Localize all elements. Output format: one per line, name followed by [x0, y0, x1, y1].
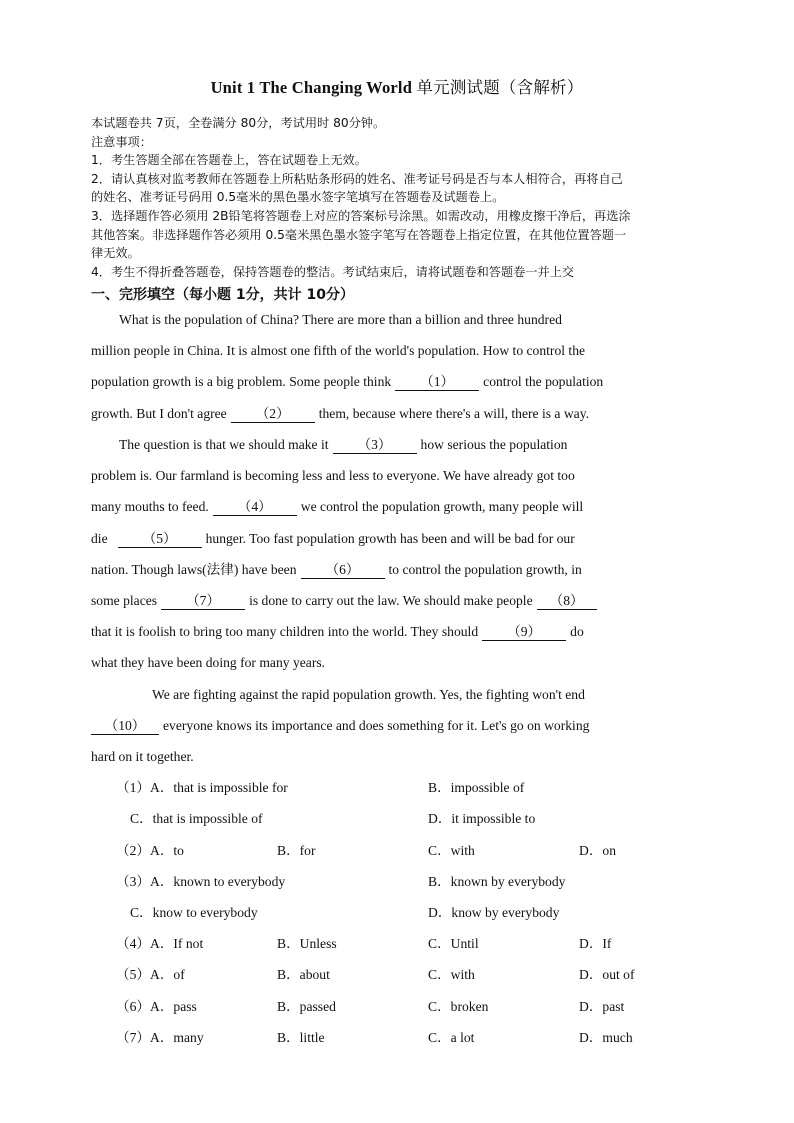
blank-8[interactable]: （8） — [537, 593, 597, 610]
blank-10[interactable]: （10） — [91, 718, 159, 735]
passage-line: nation. Though laws(法律) have been （6） to control the population growth, in — [91, 562, 582, 577]
blank-1[interactable]: （1） — [395, 374, 479, 391]
question-4-options — [0, 934, 794, 954]
option-b[interactable]: B．passed — [277, 999, 336, 1014]
passage-line: What is the population of China? There are more than a billion and three hundred — [119, 312, 562, 327]
option-d[interactable]: D．out of — [579, 967, 635, 982]
option-c[interactable]: C．broken — [428, 999, 489, 1014]
instruction-line: 本试题卷共 7页，全卷满分 80分，考试用时 80分钟。 — [91, 116, 386, 130]
question-6-options — [0, 997, 794, 1017]
instruction-line: 1．考生答题全部在答题卷上，答在试题卷上无效。 — [91, 153, 367, 168]
passage-line: some places （7） is done to carry out the law. We should make people （8） — [91, 591, 601, 611]
passage-line: hard on it together. — [91, 749, 194, 764]
instruction-line: 的姓名、准考证号码用 0.5毫米的黑色墨水签字笔填写在答题卷及试题卷上。 — [91, 190, 505, 205]
blank-6[interactable]: （6） — [301, 562, 385, 579]
question-1-options-cont — [0, 809, 794, 829]
passage-line: that it is foolish to bring too many children into the world. They should （9） do — [91, 624, 584, 639]
option-b[interactable]: B．known by everybody — [428, 874, 566, 889]
option-a[interactable]: A．of — [150, 967, 185, 982]
title-chinese: 单元测试题（含解析） — [416, 78, 584, 97]
question-number: （4） — [116, 936, 150, 951]
option-a[interactable]: A．to — [150, 843, 184, 858]
option-a[interactable]: A．many — [150, 1030, 204, 1045]
option-b[interactable]: B．impossible of — [428, 780, 525, 795]
blank-3[interactable]: （3） — [333, 437, 417, 454]
option-d[interactable]: D．on — [579, 843, 617, 858]
instruction-line: 律无效。 — [91, 246, 140, 261]
blank-4[interactable]: （4） — [213, 499, 297, 516]
question-5-options — [0, 965, 794, 985]
option-c[interactable]: C．with — [428, 967, 475, 982]
passage-line: what they have been doing for many years. — [91, 655, 326, 670]
option-c[interactable]: C．with — [428, 843, 475, 858]
question-3-options-cont — [0, 903, 794, 923]
option-c[interactable]: C．that is impossible of — [130, 811, 263, 826]
option-b[interactable]: B．about — [277, 967, 330, 982]
passage-line: million people in China. It is almost one fifth of the world's population. How to control the — [91, 343, 586, 358]
instruction-line: 2．请认真核对监考教师在答题卷上所粘贴条形码的姓名、准考证号码是否与本人相符合，再将自己 — [91, 171, 623, 186]
option-d[interactable]: D．past — [579, 999, 625, 1014]
section-heading: 一、完形填空（每小题 1分，共计 10分） — [91, 287, 354, 303]
question-number: （1） — [116, 780, 150, 795]
exam-instructions — [91, 114, 703, 281]
option-d[interactable]: D．it impossible to — [428, 811, 536, 826]
passage-line: population growth is a big problem. Some people think （1） control the population — [91, 374, 604, 389]
question-1-options — [0, 778, 794, 798]
option-d[interactable]: D．If — [579, 936, 612, 951]
blank-2[interactable]: （2） — [231, 406, 315, 423]
title-english: Unit 1 The Changing World — [210, 78, 413, 97]
option-d[interactable]: D．know by everybody — [428, 905, 560, 920]
instruction-line: 其他答案。非选择题作答必须用 0.5毫米黑色墨水签字笔写在答题卷上指定位置，在其他位置答题一 — [91, 227, 627, 242]
blank-9[interactable]: （9） — [482, 624, 566, 641]
option-a[interactable]: A．known to everybody — [150, 874, 286, 889]
question-number: （6） — [116, 999, 150, 1014]
question-number: （3） — [116, 874, 150, 889]
question-number: （2） — [116, 843, 150, 858]
option-b[interactable]: B．Unless — [277, 936, 337, 951]
passage-line: We are fighting against the rapid population growth. Yes, the fighting won't end — [152, 687, 585, 702]
passage-line: die （5） hunger. Too fast population growth has been and will be bad for our — [91, 531, 575, 546]
question-number: （7） — [116, 1030, 150, 1045]
option-d[interactable]: D．much — [579, 1030, 633, 1045]
option-b[interactable]: B．little — [277, 1030, 325, 1045]
page-title — [0, 74, 794, 98]
passage-line: growth. But I don't agree （2） them, because where there's a will, there is a way. — [91, 406, 590, 421]
passage-line: The question is that we should make it （3） how serious the population — [119, 437, 568, 452]
option-b[interactable]: B．for — [277, 843, 316, 858]
question-2-options — [0, 841, 794, 861]
option-a[interactable]: A．that is impossible for — [150, 780, 288, 795]
passage-line: problem is. Our farmland is becoming less and less to everyone. We have already got too — [91, 468, 575, 483]
blank-5[interactable]: （5） — [118, 531, 202, 548]
instruction-line: 3．选择题作答必须用 2B铅笔将答题卷上对应的答案标号涂黑。如需改动，用橡皮擦干净后，再选涂 — [91, 208, 631, 223]
option-c[interactable]: C．a lot — [428, 1030, 475, 1045]
option-c[interactable]: C．know to everybody — [130, 905, 258, 920]
passage-line: many mouths to feed. （4） we control the population growth, many people will — [91, 499, 584, 514]
question-3-options — [0, 872, 794, 892]
option-c[interactable]: C．Until — [428, 936, 479, 951]
option-a[interactable]: A．If not — [150, 936, 204, 951]
question-number: （5） — [116, 967, 150, 982]
instruction-line: 4．考生不得折叠答题卷，保持答题卷的整洁。考试结束后，请将试题卷和答题卷一并上交 — [91, 264, 575, 279]
passage-line: （10） everyone knows its importance and does something for it. Let's go on working — [91, 716, 589, 736]
option-a[interactable]: A．pass — [150, 999, 197, 1014]
question-7-options — [0, 1028, 794, 1048]
instruction-line: 注意事项： — [91, 134, 152, 149]
blank-7[interactable]: （7） — [161, 593, 245, 610]
